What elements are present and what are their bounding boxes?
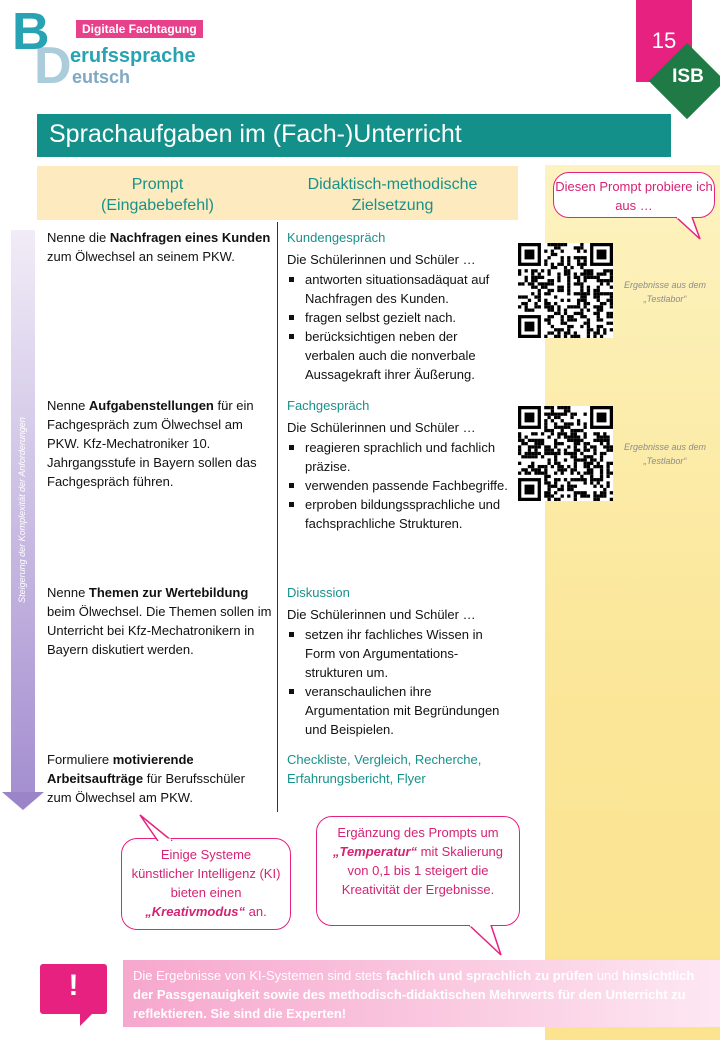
- logo-word-berufssprache: erufssprache: [70, 45, 196, 67]
- goal-heading: Diskussion: [287, 585, 350, 600]
- prompt-text: Formuliere: [47, 752, 113, 767]
- goal-list: [287, 625, 509, 739]
- goal-row-2: [287, 396, 509, 533]
- prompt-text: für ein Fachgespräch zum Ölwechsel am PKW. Kfz-Mechatroniker 10. Jahrgangsstufe in Bayern sollen das Fachgespräch führen.: [47, 398, 257, 489]
- bubble-tail-icon: [467, 925, 507, 957]
- info-tail-icon: [80, 1012, 94, 1026]
- header-goal-line2: Zielsetzung: [351, 197, 434, 214]
- exclamation-icon: !: [40, 964, 107, 1014]
- qr-note-2: Ergebnisse aus dem „Testlabor“: [623, 442, 707, 466]
- column-divider: [277, 222, 278, 812]
- bubble-tail-icon: [138, 813, 174, 841]
- logo-letter-b: B: [12, 3, 50, 61]
- goal-row-1: [287, 228, 509, 384]
- goal-heading: Kundengespräch: [287, 230, 386, 245]
- header-prompt: [55, 174, 260, 216]
- try-prompt-text: Diesen Prompt probiere ich aus …: [555, 179, 713, 213]
- info-bold: hinsichtlich der Passgenauigkeit sowie des methodisch-didaktischen Mehrwerts für den Unterricht zu reflektieren. Sie sind die Experten!: [133, 968, 695, 1021]
- prompt-text: für Berufsschüler zum Ölwechsel am PKW.: [47, 771, 245, 805]
- kreativ-keyword: „Kreativmodus“: [145, 904, 245, 919]
- list-item: berücksichtigen neben der verbalen auch die nonverbale Aussagekraft ihrer Äußerung.: [287, 327, 509, 384]
- prompt-text: beim Ölwechsel. Die Themen sollen im Unterricht bei Kfz-Mechatronikern in Bayern diskutiert werden.: [47, 604, 272, 657]
- goal-heading: Fachgespräch: [287, 398, 370, 413]
- goal-list: [287, 270, 509, 384]
- kreativmodus-bubble: [121, 838, 291, 930]
- info-text: und: [593, 968, 623, 983]
- goal-heading: Checkliste, Vergleich, Recherche, Erfahrungsbericht, Flyer: [287, 752, 482, 786]
- prompt-text: Nenne: [47, 398, 89, 413]
- list-item: erproben bildungssprachliche und fachsprachliche Strukturen.: [287, 495, 509, 533]
- goal-intro: Die Schülerinnen und Schüler …: [287, 607, 476, 622]
- prompt-keyword: Nachfragen eines Kunden: [109, 230, 271, 245]
- prompt-keyword: Themen zur Wertebildung: [88, 585, 249, 600]
- temp-text: Ergänzung des Prompts um: [337, 825, 499, 840]
- berufssprache-logo: [12, 3, 212, 95]
- page-title: Sprachaufgaben im (Fach-)Unterricht: [37, 114, 671, 157]
- goal-intro: Die Schülerinnen und Schüler …: [287, 420, 476, 435]
- prompt-row-4: [47, 750, 272, 807]
- info-text: Die Ergebnisse von KI-Systemen sind stets: [133, 968, 386, 983]
- header-prompt-line1: Prompt: [131, 176, 184, 193]
- header-goal: [280, 174, 505, 216]
- header-prompt-line2: (Eingabebefehl): [101, 197, 214, 214]
- kreativ-text: Einige Systeme künstlicher Intelligenz (KI) bieten einen: [131, 847, 281, 900]
- logo-tag: Digitale Fachtagung: [76, 20, 203, 38]
- temperatur-bubble: [316, 816, 520, 926]
- info-bold: fachlich und sprachlich zu prüfen: [385, 968, 594, 983]
- logo-word-deutsch: eutsch: [72, 67, 131, 87]
- complexity-label: Steigerung der Komplexität der Anforderungen: [17, 417, 27, 603]
- list-item: verwenden passende Fachbegriffe.: [287, 476, 509, 495]
- qr-code-icon[interactable]: [518, 243, 613, 338]
- list-item: antworten situationsadäquat auf Nachfragen des Kunden.: [287, 270, 509, 308]
- logo-letter-d: D: [34, 37, 72, 95]
- kreativ-text: an.: [245, 904, 267, 919]
- prompt-text: Nenne die: [47, 230, 110, 245]
- isb-badge-label: ISB: [672, 66, 704, 87]
- temp-text: mit Skalierung von 0,1 bis 1 steigert die Kreativität der Ergebnisse.: [341, 844, 504, 897]
- list-item: fragen selbst gezielt nach.: [287, 308, 509, 327]
- prompt-keyword: Aufgabenstellungen: [88, 398, 214, 413]
- page-number: 15: [636, 0, 692, 82]
- qr-code-icon[interactable]: [518, 406, 613, 501]
- bubble-tail-icon: [674, 217, 704, 241]
- prompt-row-1: [47, 228, 272, 266]
- header-goal-line1: Didaktisch-methodische: [307, 176, 478, 193]
- prompt-keyword: motivierende Arbeitsaufträge: [47, 752, 194, 786]
- arrow-down-icon: [2, 792, 44, 810]
- prompt-text: zum Ölwechsel an seinem PKW.: [47, 249, 235, 264]
- goal-list: [287, 438, 509, 533]
- goal-intro: Die Schülerinnen und Schüler …: [287, 252, 476, 267]
- try-prompt-bubble: [553, 172, 715, 218]
- prompt-row-2: [47, 396, 272, 491]
- goal-row-3: [287, 583, 509, 739]
- list-item: reagieren sprachlich und fachlich präzise.: [287, 438, 509, 476]
- prompt-row-3: [47, 583, 272, 659]
- qr-note-1: Ergebnisse aus dem „Testlabor“: [623, 280, 707, 304]
- info-note: [123, 960, 720, 1027]
- prompt-text: Nenne: [47, 585, 89, 600]
- list-item: veranschaulichen ihre Argumentation mit Begründungen und Beispielen.: [287, 682, 509, 739]
- list-item: setzen ihr fachliches Wissen in Form von Argumentations-strukturen um.: [287, 625, 509, 682]
- temp-keyword: „Temperatur“: [332, 844, 418, 859]
- goal-row-4: [287, 750, 509, 791]
